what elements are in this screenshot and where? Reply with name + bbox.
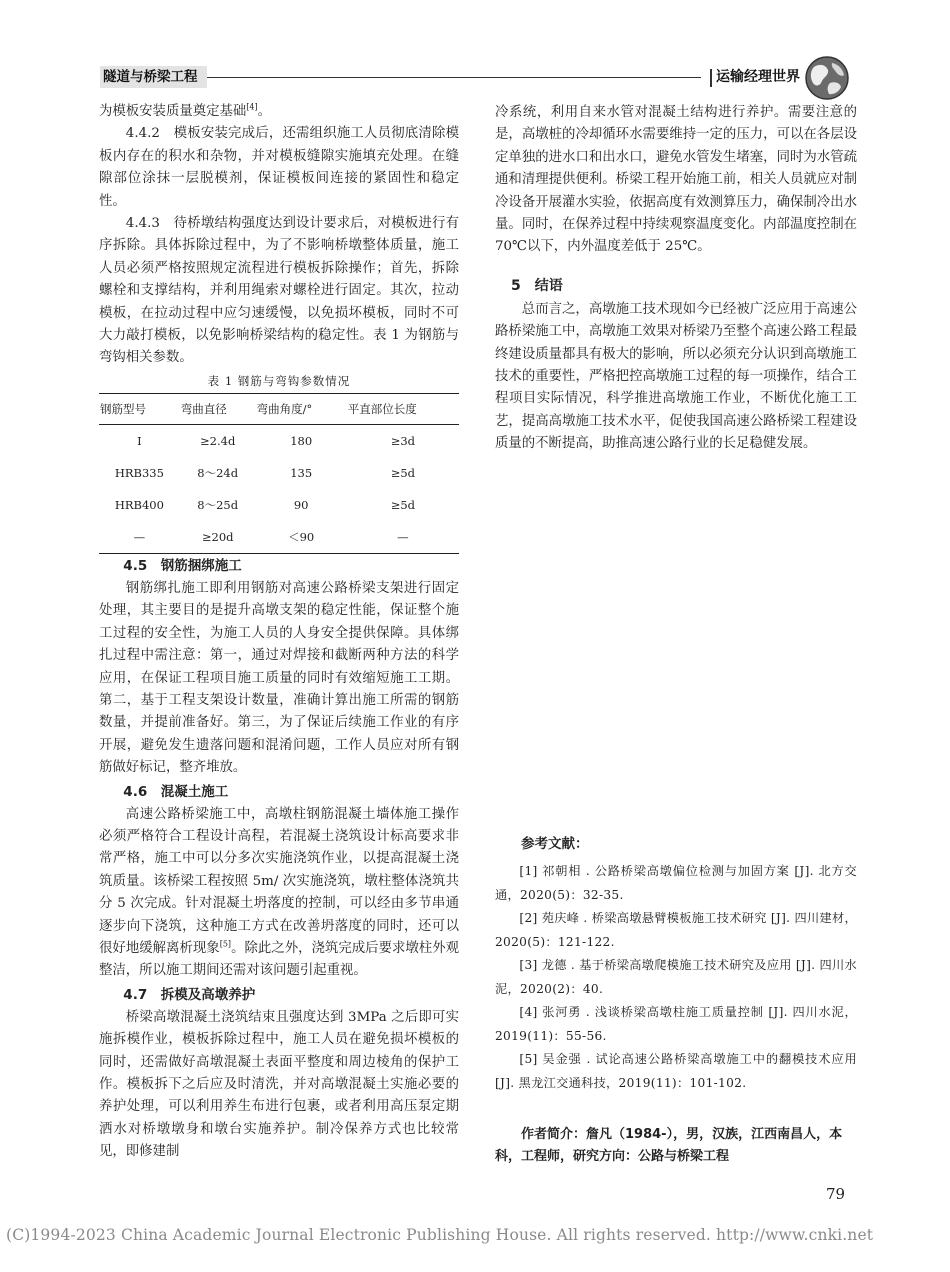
journal-name: 运输经理世界 [716,69,800,85]
table-header-row [99,393,459,424]
table-cell: 8～25d [197,497,239,512]
left-column [99,101,459,1164]
heading-4-5: 4.5 钢筋捆绑施工 [123,557,242,574]
rebar-parameter-table [99,393,459,554]
table-row [99,424,459,457]
table-cell: ＜90 [256,521,347,554]
heading-4-7: 4.7 拆模及高墩养护 [123,986,256,1003]
copyright-footer: (C)1994-2023 China Academic Journal Electronic Publishing House. All rights reserved. http://www.cnki.net [6,1226,874,1244]
reference-item: [3] 龙德 . 基于桥梁高墩爬模施工技术研究及应用 [J]. 四川水泥，2020(2)：40. [495,958,857,996]
table-cell: 135 [290,465,313,480]
references-title: 参考文献： [521,836,589,852]
table-header-cell: 平直部位长度 [347,393,459,424]
table-header-cell: 弯曲角度/° [256,393,347,424]
table-cell: ≥5d [390,465,416,480]
paragraph-4-7: 桥梁高墩混凝土浇筑结束且强度达到 3MPa 之后即可实施拆模作业，模板拆除过程中，施工人员在避免损坏模板的同时，还需做好高墩混凝土表面平整度和周边棱角的保护工作。模板拆下之后应及时清洗，并对高墩混凝土实施必要的养护处理，可以利用养生布进行包裹，或者利用高压泵定期洒水对桥墩墩身和墩台实施养护。制冷保养方式也比较常见，即修建制 [99,1009,459,1160]
table-cell: — [347,521,459,554]
heading-5-conclusion: 5 结语 [511,277,563,294]
paragraph-4-5: 钢筋绑扎施工即利用钢筋对高速公路桥梁支架进行固定处理，其主要目的是提升高墩支架的稳定性能，保证整个施工过程的安全性，为施工人员的人身安全提供保障。具体绑扎过程中需注意：第一，通过对焊接和截断两种方法的科学应用，在保证工程项目施工质量的同时有效缩短施工工期。第二，基于工程支架设计数量，准确计算出施工所需的钢筋数量，并提前准备好。第三，为了保证后续施工作业的有序开展，避免发生遗落问题和混淆问题，工作人员应对所有钢筋做好标记，整齐堆放。 [99,580,459,776]
table-row [99,457,459,489]
table-row [99,489,459,521]
reference-item: [1] 祁朝相 . 公路桥梁高墩偏位检测与加固方案 [J]. 北方交通，2020(5)：32-35. [495,864,857,902]
table-cell: HRB335 [114,465,164,480]
table-cell: ≥20d [180,521,256,554]
table-cell: — [99,521,180,554]
paragraph-4-4-3: 4.4.3 待桥墩结构强度达到设计要求后，对模板进行有序拆除。具体拆除过程中，为了不影响桥墩整体质量，施工人员必须严格按照规定流程进行模板拆除操作；首先，拆除螺栓和支撑结构，并利用绳索对螺栓进行固定。其次，拉动模板，在拉动过程中应匀速缓慢，以免损坏模板，同时不可大力敲打模板，以免影响桥梁结构的稳定性。表 1 为钢筋与弯钩相关参数。 [99,216,459,366]
paragraph-4-6: 高速公路桥梁施工中，高墩柱钢筋混凝土墙体施工操作必须严格符合工程设计高程，若混凝土浇筑设计标高要求非常严格，施工中可以分多次实施浇筑作业，以提高混凝土浇筑质量。该桥梁工程按照 5m/ 次实施浇筑，墩柱整体浇筑共分 5 次完成。针对混凝土坍落度的控制，可以经由多节串通逐步向下浇筑，这种施工方式在改善坍落度的同时，还可以很好地缓解离析现象[5]。除此之外，浇筑完成后要求墩柱外观整洁，所以施工期间还需对该问题引起重视。 [99,806,460,979]
table-cell: 180 [290,433,313,448]
heading-4-6: 4.6 混凝土施工 [123,783,229,800]
reference-item: [4] 张河勇 . 浅谈桥梁高墩柱施工质量控制 [J]. 四川水泥，2019(11)：55-56. [495,1005,857,1043]
table-header-cell: 钢筋型号 [99,393,180,424]
table-cell: ≥3d [390,433,416,448]
paragraph-continued: 冷系统，利用自来水管对混凝土结构进行养护。需要注意的是，高墩桩的冷却循环水需要维持一定的压力，可以在各层设定单独的进水口和出水口，避免水管发生堵塞，同时为水管疏通和清理提供便利。桥梁工程开始施工前，相关人员就应对制冷设备开展灌水实验，依据高度有效测算压力，确保制冷出水量。同时，在保养过程中持续观察温度变化。内部温度控制在 70℃以下，内外温度差低于 25℃。 [495,105,857,255]
section-title: 隧道与桥梁工程 [100,66,207,88]
author-bio: 作者简介：詹凡（1984-），男，汉族，江西南昌人，本科，工程师，研究方向：公路与桥梁工程 [495,1127,843,1164]
left-paragraph-0: 为模板安装质量奠定基础[4]。 [99,102,272,119]
table-cell: HRB400 [114,497,164,512]
header-rule [207,77,701,78]
table-cell: 90 [293,497,309,512]
paragraph-conclusion: 总而言之，高墩施工技术现如今已经被广泛应用于高速公路桥梁施工中，高墩施工效果对桥梁乃至整个高速公路工程最终建设质量都具有极大的影响，所以必须充分认识到高墩施工技术的重要性，严格把控高墩施工过程的每一项操作，结合工程项目实际情况，科学推进高墩施工作业，不断优化施工工艺，提高高墩施工技术水平，促使我国高速公路桥梁工程建设质量的不断提高，助推高速公路行业的长足稳健发展。 [495,301,857,452]
page-number: 79 [826,1185,846,1203]
reference-item: [2] 苑庆峰 . 桥梁高墩悬臂模板施工技术研究 [J]. 四川建材，2020(5)：121-122. [495,911,857,949]
table-cell: I [137,433,142,448]
reference-item: [5] 吴金强 . 试论高速公路桥梁高墩施工中的翻模技术应用 [J]. 黑龙江交通科技，2019(11)：101-102. [495,1052,857,1090]
paragraph-4-4-2: 4.4.2 模板安装完成后，还需组织施工人员彻底清除模板内存在的积水和杂物，并对模板缝隙实施填充处理。在缝隙部位涂抹一层脱模剂，保证模板间连接的紧固性和稳定性。 [99,126,459,209]
table-cell: ≥5d [390,497,416,512]
table-header-cell: 弯曲直径 [180,393,256,424]
header-separator [710,69,712,87]
table-cell: 8～24d [197,465,239,480]
globe-logo-icon [804,55,850,101]
table-row [99,521,459,554]
table-cell: ≥2.4d [200,433,236,448]
table-caption: 表 1 钢筋与弯钩参数情况 [207,373,351,388]
right-column [495,102,857,456]
references [495,832,857,1095]
